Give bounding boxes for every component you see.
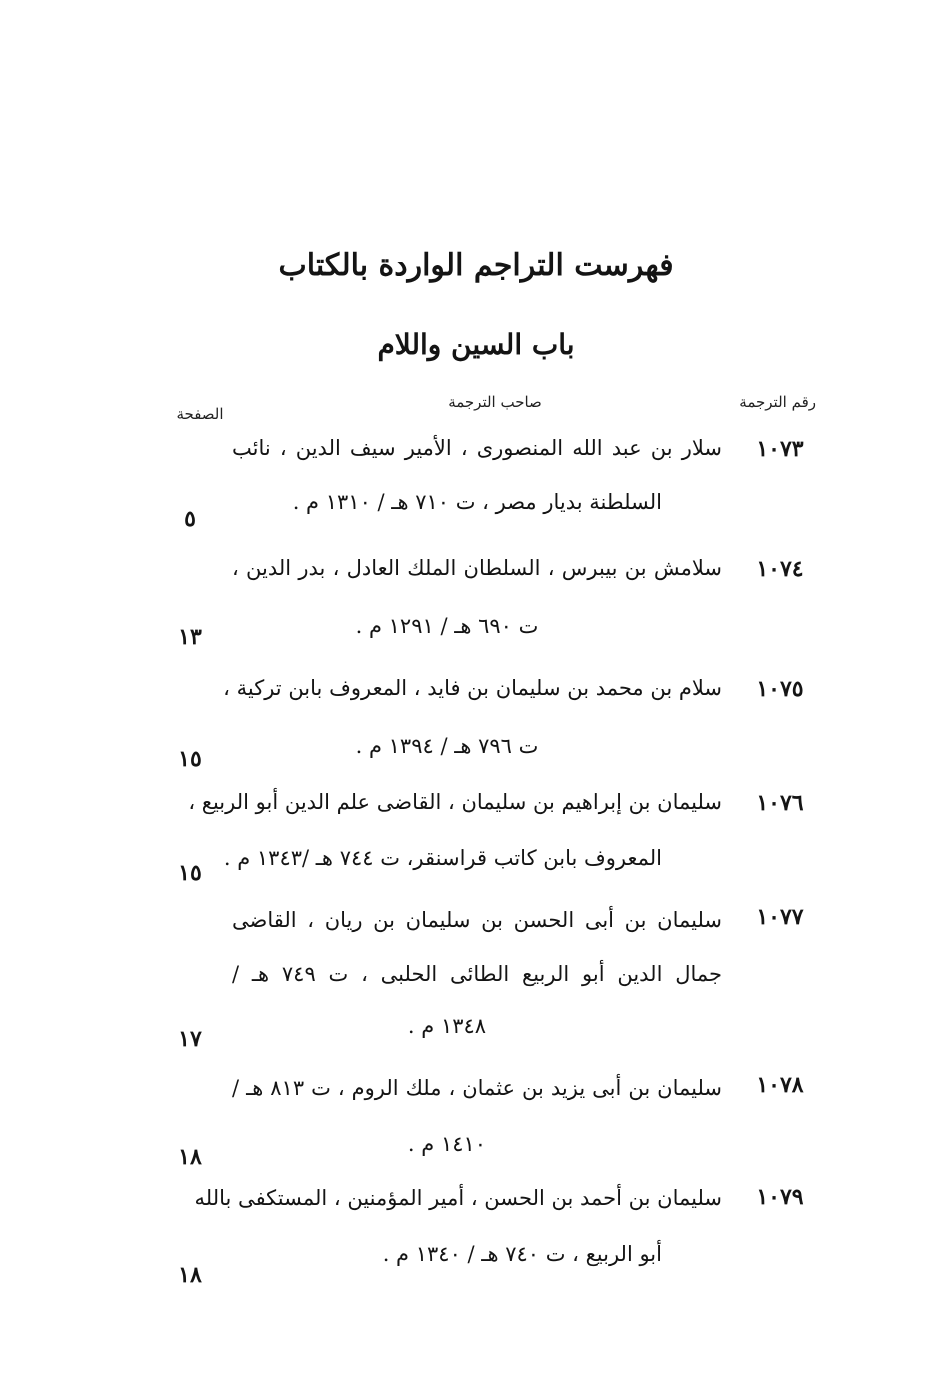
entry-number: ١٠٧٩ bbox=[756, 1184, 804, 1210]
entry-number: ١٠٧٨ bbox=[756, 1072, 804, 1098]
entry-line: المعروف بابن كاتب قراسنقر، ت ٧٤٤ هـ /١٣٤٣ م . bbox=[223, 846, 662, 870]
entry-line: سليمان بن أحمد بن الحسن ، أمير المؤمنين ، المستكفى بالله bbox=[194, 1186, 722, 1210]
entry-line: جمال الدين أبو الربيع الطائى الحلبى ، ت ٧٤٩ هـ / bbox=[232, 962, 722, 986]
entry-page: ٥ bbox=[184, 506, 196, 532]
entry-page: ١٧ bbox=[178, 1026, 202, 1052]
column-header-page: الصفحة bbox=[176, 405, 224, 423]
section-title: باب السين واللام bbox=[377, 328, 575, 361]
entry-line: سلار بن عبد الله المنصورى ، الأمير سيف الدين ، نائب bbox=[232, 436, 722, 460]
entry-page: ١٨ bbox=[178, 1144, 202, 1170]
entry-line: ت ٦٩٠ هـ / ١٢٩١ م . bbox=[355, 614, 539, 638]
entry-number: ١٠٧٣ bbox=[756, 436, 804, 462]
entry-line: السلطنة بديار مصر ، ت ٧١٠ هـ / ١٣١٠ م . bbox=[292, 490, 662, 514]
entry-page: ١٨ bbox=[178, 1262, 202, 1288]
entry-page: ١٥ bbox=[178, 746, 202, 772]
entry-number: ١٠٧٥ bbox=[756, 676, 804, 702]
page-title: فهرست التراجم الواردة بالكتاب bbox=[278, 248, 674, 283]
entry-number: ١٠٧٤ bbox=[756, 556, 804, 582]
column-header-name: صاحب الترجمة bbox=[448, 393, 542, 411]
entry-line: سلامش بن بيبرس ، السلطان الملك العادل ، بدر الدين ، bbox=[232, 556, 722, 580]
entry-line: سليمان بن أبى يزيد بن عثمان ، ملك الروم ، ت ٨١٣ هـ / bbox=[232, 1076, 722, 1100]
entry-number: ١٠٧٧ bbox=[756, 904, 804, 930]
entry-page: ١٥ bbox=[178, 860, 202, 886]
entry-line: أبو الربيع ، ت ٧٤٠ هـ / ١٣٤٠ م . bbox=[382, 1242, 662, 1266]
entry-page: ١٣ bbox=[178, 624, 202, 650]
entry-line: ١٣٤٨ م . bbox=[407, 1014, 487, 1038]
column-header-number: رقم الترجمة bbox=[739, 393, 816, 411]
entry-line: سليمان بن إبراهيم بن سليمان ، القاضى علم الدين أبو الربيع ، bbox=[188, 790, 722, 814]
entry-number: ١٠٧٦ bbox=[756, 790, 804, 816]
entry-line: ١٤١٠ م . bbox=[407, 1132, 487, 1156]
entry-line: سلام بن محمد بن سليمان بن فايد ، المعروف بابن تركية ، bbox=[223, 676, 722, 700]
entry-line: سليمان بن أبى الحسن بن سليمان بن ريان ، القاضى bbox=[232, 908, 722, 932]
entry-line: ت ٧٩٦ هـ / ١٣٩٤ م . bbox=[355, 734, 539, 758]
